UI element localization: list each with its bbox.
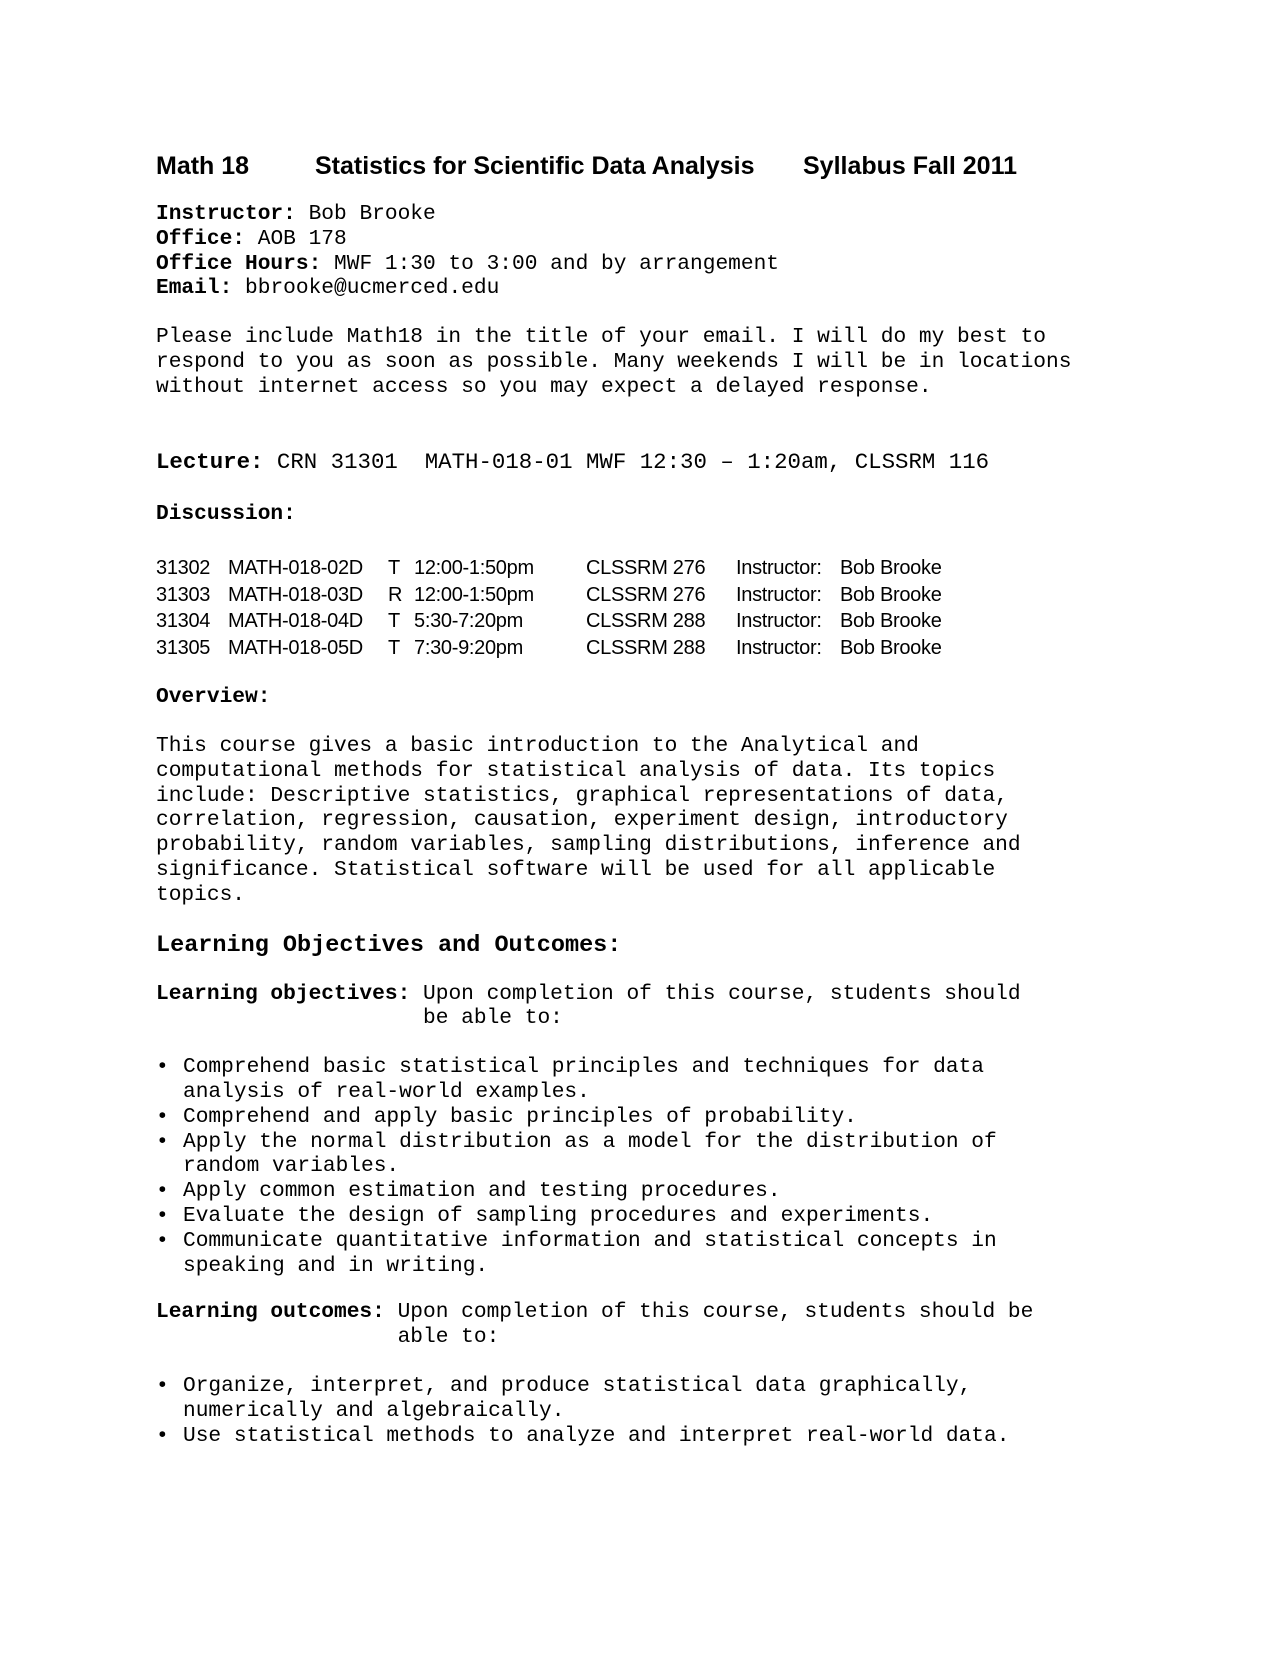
discussion-section: MATH-018-02D (228, 557, 363, 580)
discussion-section: MATH-018-04D (228, 610, 363, 633)
list-item: • Apply common estimation and testing procedures. (156, 1179, 1156, 1204)
instructor-line (156, 202, 1156, 227)
office-value: AOB 178 (245, 226, 347, 251)
objectives-intro (156, 982, 1156, 1032)
discussion-instructor-label: Instructor: (736, 557, 822, 580)
discussion-row (156, 608, 960, 635)
discussion-instructor: Bob Brooke (840, 636, 942, 659)
list-item: • Use statistical methods to analyze and interpret real-world data. (156, 1424, 1156, 1449)
overview-heading: Overview: (156, 685, 271, 710)
lecture-details: CRN 31301 MATH-018-01 MWF 12:30 – 1:20am, CLSSRM 116 (263, 448, 990, 475)
outcomes-list (156, 1374, 1156, 1448)
course-title: Statistics for Scientific Data Analysis (315, 152, 755, 180)
objectives-label: Learning objectives: (156, 981, 411, 1006)
discussion-crn: 31305 (156, 636, 211, 659)
outcomes-intro (156, 1300, 1156, 1350)
discussion-instructor: Bob Brooke (840, 583, 942, 606)
list-item: • Communicate quantitative information and statistical concepts in speaking and in writing. (156, 1229, 1156, 1279)
email-value: bbrooke@ucmerced.edu (232, 276, 500, 301)
discussion-day: R (388, 583, 403, 606)
objectives-list (156, 1055, 1156, 1278)
outcomes-label: Learning outcomes: (156, 1300, 385, 1325)
list-item: • Evaluate the design of sampling procedures and experiments. (156, 1204, 1156, 1229)
office-label: Office: (156, 226, 246, 251)
discussion-time: 12:00-1:50pm (414, 557, 534, 580)
discussion-time: 7:30-9:20pm (414, 636, 523, 659)
discussion-crn: 31302 (156, 557, 211, 580)
list-item: • Comprehend and apply basic principles of probability. (156, 1105, 1156, 1130)
discussion-instructor-label: Instructor: (736, 583, 822, 606)
discussion-crn: 31304 (156, 610, 211, 633)
instructor-label: Instructor: (156, 202, 296, 226)
discussion-time: 5:30-7:20pm (414, 610, 523, 633)
outcomes-intro-text: Upon completion of this course, students should be able to: (397, 1300, 1034, 1350)
email-line (156, 276, 1156, 301)
discussion-heading: Discussion: (156, 502, 296, 527)
syllabus-page (156, 148, 1156, 1448)
office-hours-value: MWF 1:30 to 3:00 and by arrangement (321, 251, 780, 276)
office-line (156, 227, 1156, 252)
office-hours-label: Office Hours: (156, 251, 322, 276)
contact-block (156, 202, 1156, 301)
discussion-instructor-label: Instructor: (736, 610, 822, 633)
discussion-room: CLSSRM 276 (586, 583, 706, 606)
email-label: Email: (156, 276, 233, 301)
office-hours-line (156, 252, 1156, 277)
discussion-instructor: Bob Brooke (840, 557, 942, 580)
discussion-crn: 31303 (156, 583, 211, 606)
discussion-day: T (388, 610, 400, 633)
discussion-row (156, 555, 960, 582)
course-number: Math 18 (156, 152, 250, 180)
discussion-room: CLSSRM 276 (586, 557, 706, 580)
lecture-line (156, 450, 1156, 475)
discussion-row (156, 582, 960, 609)
syllabus-term: Syllabus Fall 2011 (803, 152, 1018, 180)
list-item: • Apply the normal distribution as a model for the distribution of random variables. (156, 1130, 1156, 1180)
overview-text: This course gives a basic introduction to the Analytical and computational methods for statistical analysis of data. Its topics include: Descriptive statistics, graphical representations of data, correlation, regression, causation, experiment design, introductory probability, random variables, sampling distributions, inference and significance. Statistical software will be used for all applicable topics. (156, 733, 1021, 907)
objectives-intro-text: Upon completion of this course, students should be able to: (423, 981, 1021, 1031)
discussion-section: MATH-018-05D (228, 636, 363, 659)
discussion-table (156, 555, 960, 661)
discussion-instructor-label: Instructor: (736, 636, 822, 659)
discussion-day: T (388, 636, 400, 659)
document-title (156, 148, 1156, 184)
discussion-time: 12:00-1:50pm (414, 583, 534, 606)
discussion-room: CLSSRM 288 (586, 610, 706, 633)
discussion-section: MATH-018-03D (228, 583, 363, 606)
instructor-name: Bob Brooke (295, 202, 436, 226)
list-item: • Comprehend basic statistical principles and techniques for data analysis of real-world examples. (156, 1055, 1156, 1105)
email-note: Please include Math18 in the title of your email. I will do my best to respond to you as soon as possible. Many weekends I will be in locations without internet access so you may expect a delayed response. (156, 325, 1072, 399)
discussion-day: T (388, 557, 400, 580)
learning-heading: Learning Objectives and Outcomes: (156, 931, 622, 959)
discussion-instructor: Bob Brooke (840, 610, 942, 633)
discussion-room: CLSSRM 288 (586, 636, 706, 659)
lecture-label: Lecture: (156, 448, 264, 475)
list-item: • Organize, interpret, and produce statistical data graphically, numerically and algebraically. (156, 1374, 1156, 1424)
discussion-row (156, 635, 960, 662)
